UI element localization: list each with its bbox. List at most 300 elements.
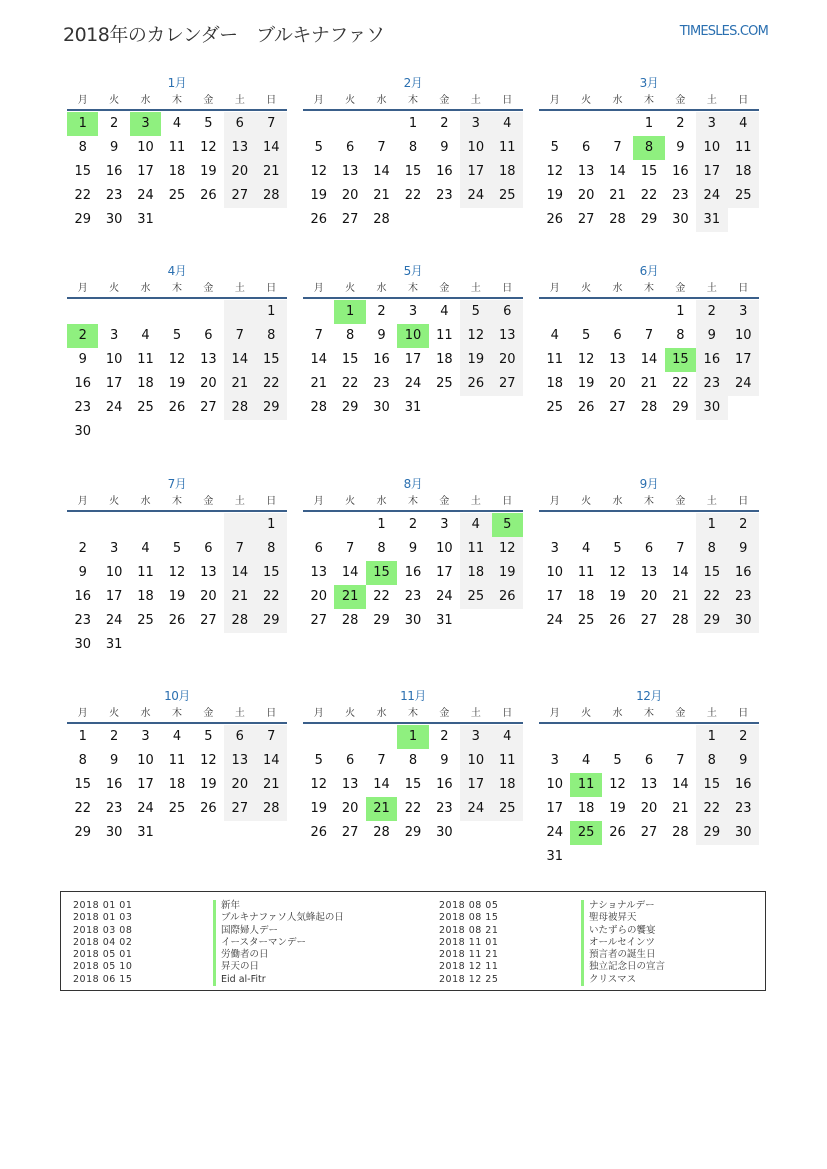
holiday-date: 2018 01 03: [73, 912, 133, 924]
holiday-name: クリスマス: [581, 974, 665, 986]
day-cell: 23: [74, 400, 91, 415]
holiday-date: 2018 06 15: [73, 973, 133, 985]
weekday-label: 水: [376, 95, 387, 106]
day-cell: 21: [256, 160, 287, 184]
empty-day-cell: [193, 821, 224, 845]
empty-day-cell: [665, 513, 696, 537]
empty-day-cell: [256, 633, 287, 657]
empty-day-cell: [539, 300, 570, 324]
holiday-date: 2018 08 05: [439, 900, 499, 911]
day-cell: 28: [672, 613, 689, 628]
day-cell: 10: [105, 565, 123, 580]
day-cell: 1: [256, 513, 287, 537]
day-cell: 10: [137, 140, 154, 155]
month-3: [539, 74, 759, 232]
day-cell: 8: [696, 537, 727, 561]
day-cell: 22: [696, 797, 727, 821]
day-cell: 15: [74, 164, 91, 179]
day-cell: 17: [137, 777, 154, 792]
month-1: [67, 74, 287, 232]
day-cell: 2: [377, 304, 386, 319]
day-cell: 20: [224, 160, 255, 184]
weekday-label: 土: [470, 95, 481, 106]
day-cell: 10: [696, 136, 727, 160]
weekday-label: 木: [407, 708, 418, 719]
day-cell: 29: [256, 609, 287, 633]
day-cell: 30: [672, 212, 689, 227]
day-cell: 15: [404, 777, 422, 792]
day-cell: 21: [224, 585, 255, 609]
day-cell: 11: [546, 352, 563, 367]
holiday-name: ナショナルデー: [581, 900, 665, 912]
holiday-day-cell: 21: [366, 797, 397, 821]
day-cell: 3: [728, 300, 759, 324]
day-cell: 16: [436, 164, 453, 179]
day-cell: 14: [640, 352, 658, 367]
empty-day-cell: [665, 725, 696, 749]
holiday-date: 2018 01 01: [73, 900, 133, 911]
empty-day-cell: [570, 725, 601, 749]
month-4: [67, 262, 287, 444]
day-cell: 21: [672, 801, 689, 816]
weekday-label: 火: [345, 708, 356, 719]
weekday-label: 水: [376, 283, 387, 294]
day-cell: 24: [404, 376, 422, 391]
day-cell: 6: [224, 112, 255, 136]
day-cell: 14: [341, 565, 359, 580]
month-name: 12月: [636, 689, 662, 703]
day-cell: 26: [546, 212, 563, 227]
day-cell: 9: [377, 328, 386, 343]
day-cell: 5: [581, 328, 591, 343]
empty-day-cell: [665, 845, 696, 869]
weekday-label: 木: [407, 496, 418, 507]
day-cell: 17: [696, 160, 727, 184]
day-cell: 23: [436, 188, 453, 203]
day-cell: 14: [609, 164, 626, 179]
empty-day-cell: [161, 821, 192, 845]
month-10: [67, 687, 287, 845]
empty-day-cell: [429, 208, 460, 232]
day-cell: 27: [341, 825, 359, 840]
day-cell: 19: [168, 589, 186, 604]
day-cell: 16: [728, 561, 759, 585]
day-cell: 4: [492, 725, 523, 749]
day-cell: 3: [109, 328, 119, 343]
day-cell: 4: [460, 513, 491, 537]
day-cell: 8: [408, 140, 418, 155]
day-cell: 15: [256, 561, 287, 585]
day-grid: [539, 300, 759, 420]
day-cell: 19: [200, 164, 217, 179]
day-cell: 19: [310, 801, 327, 816]
month-6: [539, 262, 759, 420]
day-cell: 7: [256, 725, 287, 749]
weekday-label: 土: [234, 95, 245, 106]
day-cell: 6: [204, 541, 213, 556]
brand-link[interactable]: TIMESLES.COM: [679, 24, 768, 39]
weekday-label: 土: [234, 283, 245, 294]
empty-day-cell: [633, 725, 664, 749]
holiday-day-cell: 2: [67, 324, 98, 348]
empty-day-cell: [224, 633, 255, 657]
day-cell: 14: [373, 777, 390, 792]
holiday-day-cell: 21: [334, 585, 365, 609]
weekday-label: 火: [109, 95, 120, 106]
day-cell: 9: [728, 537, 759, 561]
day-cell: 24: [460, 184, 491, 208]
empty-day-cell: [334, 725, 365, 749]
weekday-label: 火: [109, 496, 120, 507]
month-11: [303, 687, 523, 845]
day-cell: 18: [137, 376, 154, 391]
month-5: [303, 262, 523, 420]
day-cell: 9: [440, 753, 449, 768]
empty-day-cell: [224, 821, 255, 845]
weekday-label: 水: [612, 283, 623, 294]
day-cell: 16: [105, 164, 123, 179]
day-cell: 7: [644, 328, 654, 343]
day-cell: 12: [310, 164, 327, 179]
day-cell: 23: [404, 589, 422, 604]
day-cell: 10: [546, 565, 563, 580]
holiday-day-cell: 1: [397, 725, 428, 749]
day-cell: 5: [460, 300, 491, 324]
legend-names-right: [581, 900, 665, 986]
month-name: 2月: [403, 76, 423, 90]
empty-day-cell: [366, 725, 397, 749]
holiday-day-cell: 3: [130, 112, 161, 136]
day-cell: 19: [577, 376, 595, 391]
empty-day-cell: [224, 513, 255, 537]
day-cell: 13: [200, 352, 217, 367]
empty-day-cell: [602, 725, 633, 749]
empty-day-cell: [98, 300, 129, 324]
holiday-name: イースターマンデー: [213, 937, 344, 949]
day-cell: 31: [137, 825, 154, 840]
weekday-label: 土: [706, 283, 717, 294]
day-cell: 7: [224, 537, 255, 561]
weekday-label: 月: [549, 283, 560, 294]
day-cell: 22: [256, 372, 287, 396]
day-cell: 29: [341, 400, 359, 415]
day-cell: 22: [404, 801, 422, 816]
day-cell: 15: [341, 352, 359, 367]
empty-day-cell: [539, 112, 570, 136]
day-cell: 2: [109, 729, 119, 744]
day-cell: 12: [609, 565, 626, 580]
day-cell: 16: [436, 777, 453, 792]
day-cell: 10: [137, 753, 154, 768]
day-cell: 29: [672, 400, 689, 415]
weekday-label: 木: [171, 708, 182, 719]
day-cell: 14: [310, 352, 327, 367]
day-cell: 11: [168, 753, 186, 768]
weekday-label: 月: [77, 496, 88, 507]
day-cell: 10: [546, 777, 563, 792]
month-name: 10月: [164, 689, 190, 703]
weekday-label: 火: [345, 95, 356, 106]
day-cell: 9: [78, 352, 87, 367]
empty-day-cell: [303, 112, 334, 136]
day-cell: 23: [728, 797, 759, 821]
day-cell: 10: [436, 541, 453, 556]
day-cell: 3: [696, 112, 727, 136]
day-cell: 29: [640, 212, 658, 227]
weekday-label: 土: [706, 95, 717, 106]
empty-day-cell: [303, 300, 334, 324]
day-cell: 28: [609, 212, 626, 227]
day-cell: 9: [440, 140, 449, 155]
day-cell: 15: [696, 773, 727, 797]
month-12: [539, 687, 759, 869]
day-cell: 6: [613, 328, 622, 343]
day-cell: 7: [256, 112, 287, 136]
day-cell: 15: [404, 164, 422, 179]
day-cell: 8: [408, 753, 418, 768]
day-cell: 6: [581, 140, 591, 155]
day-cell: 2: [440, 729, 449, 744]
day-cell: 19: [460, 348, 491, 372]
weekday-label: 火: [345, 496, 356, 507]
day-cell: 7: [377, 140, 386, 155]
day-cell: 4: [581, 541, 591, 556]
day-cell: 16: [672, 164, 689, 179]
day-cell: 29: [256, 396, 287, 420]
day-cell: 4: [172, 116, 182, 131]
day-cell: 28: [373, 212, 390, 227]
day-cell: 6: [224, 725, 255, 749]
day-cell: 29: [696, 821, 727, 845]
day-cell: 28: [373, 825, 390, 840]
empty-day-cell: [460, 609, 491, 633]
day-cell: 3: [440, 517, 449, 532]
day-cell: 17: [728, 348, 759, 372]
weekday-header: [67, 92, 287, 111]
day-cell: 9: [109, 753, 119, 768]
day-cell: 30: [105, 212, 123, 227]
month-name: 8月: [403, 477, 423, 491]
day-cell: 19: [310, 188, 327, 203]
day-cell: 10: [105, 352, 123, 367]
empty-day-cell: [334, 112, 365, 136]
empty-day-cell: [602, 845, 633, 869]
day-cell: 13: [310, 565, 327, 580]
day-cell: 12: [492, 537, 523, 561]
day-cell: 17: [105, 376, 123, 391]
day-cell: 1: [676, 304, 685, 319]
weekday-label: 月: [313, 496, 324, 507]
day-cell: 17: [546, 589, 563, 604]
day-cell: 13: [492, 324, 523, 348]
day-cell: 12: [168, 352, 186, 367]
weekday-label: 金: [203, 95, 214, 106]
empty-day-cell: [570, 300, 601, 324]
holiday-name: 預言者の誕生日: [581, 949, 665, 961]
empty-day-cell: [256, 821, 287, 845]
day-cell: 12: [310, 777, 327, 792]
holiday-date: 2018 04 02: [73, 936, 133, 948]
day-cell: 7: [345, 541, 355, 556]
day-cell: 4: [492, 112, 523, 136]
weekday-label: 土: [470, 496, 481, 507]
weekday-label: 土: [706, 496, 717, 507]
empty-day-cell: [256, 208, 287, 232]
day-cell: 18: [492, 160, 523, 184]
empty-day-cell: [728, 845, 759, 869]
day-cell: 18: [168, 777, 186, 792]
day-cell: 6: [345, 140, 355, 155]
weekday-label: 木: [643, 283, 654, 294]
day-cell: 12: [546, 164, 563, 179]
weekday-label: 日: [502, 708, 513, 719]
day-cell: 18: [137, 589, 154, 604]
day-cell: 24: [137, 801, 154, 816]
day-cell: 25: [168, 801, 186, 816]
day-cell: 9: [676, 140, 685, 155]
day-cell: 3: [460, 112, 491, 136]
day-cell: 5: [314, 753, 323, 768]
day-cell: 12: [200, 753, 217, 768]
day-cell: 9: [728, 749, 759, 773]
day-cell: 8: [696, 749, 727, 773]
holiday-day-cell: 15: [665, 348, 696, 372]
page-title: 2018年のカレンダー ブルキナファソ: [63, 24, 385, 46]
weekday-label: 木: [643, 708, 654, 719]
day-cell: 26: [609, 825, 626, 840]
day-cell: 18: [577, 801, 595, 816]
day-cell: 27: [492, 372, 523, 396]
month-2: [303, 74, 523, 232]
day-grid: [303, 725, 523, 845]
day-cell: 25: [168, 188, 186, 203]
empty-day-cell: [98, 513, 129, 537]
day-cell: 11: [577, 565, 595, 580]
day-cell: 19: [168, 376, 186, 391]
day-cell: 27: [609, 400, 626, 415]
day-cell: 25: [460, 585, 491, 609]
day-cell: 17: [436, 565, 453, 580]
day-cell: 29: [696, 609, 727, 633]
day-cell: 14: [224, 561, 255, 585]
day-cell: 3: [408, 304, 418, 319]
day-cell: 23: [105, 188, 123, 203]
day-cell: 22: [404, 188, 422, 203]
weekday-label: 月: [549, 95, 560, 106]
empty-day-cell: [303, 513, 334, 537]
day-cell: 21: [310, 376, 327, 391]
weekday-label: 金: [439, 95, 450, 106]
day-cell: 24: [105, 613, 123, 628]
weekday-label: 日: [266, 708, 277, 719]
day-cell: 28: [224, 396, 255, 420]
weekday-label: 土: [470, 708, 481, 719]
day-cell: 25: [137, 400, 154, 415]
day-cell: 9: [78, 565, 87, 580]
holiday-day-cell: 11: [570, 773, 601, 797]
weekday-label: 月: [77, 95, 88, 106]
holiday-name: ブルキナファソ人気蜂起の日: [213, 912, 344, 924]
day-cell: 22: [341, 376, 359, 391]
day-cell: 17: [137, 164, 154, 179]
day-cell: 7: [676, 753, 685, 768]
empty-day-cell: [602, 513, 633, 537]
empty-day-cell: [728, 396, 759, 420]
weekday-label: 金: [439, 283, 450, 294]
holiday-date: 2018 11 21: [439, 949, 499, 961]
day-grid: [303, 300, 523, 420]
weekday-label: 金: [203, 708, 214, 719]
day-cell: 5: [172, 328, 182, 343]
weekday-header: [303, 705, 523, 724]
day-cell: 14: [256, 136, 287, 160]
day-cell: 2: [676, 116, 685, 131]
day-cell: 26: [492, 585, 523, 609]
day-cell: 14: [224, 348, 255, 372]
day-cell: 30: [728, 609, 759, 633]
holiday-day-cell: 25: [570, 821, 601, 845]
day-cell: 5: [550, 140, 559, 155]
weekday-label: 水: [612, 708, 623, 719]
day-cell: 7: [377, 753, 386, 768]
day-cell: 8: [377, 541, 386, 556]
day-cell: 8: [256, 537, 287, 561]
empty-day-cell: [130, 513, 161, 537]
day-cell: 22: [74, 801, 91, 816]
empty-day-cell: [193, 208, 224, 232]
empty-day-cell: [602, 300, 633, 324]
day-cell: 1: [696, 513, 727, 537]
day-cell: 26: [310, 825, 327, 840]
weekday-header: [539, 92, 759, 111]
day-cell: 27: [310, 613, 327, 628]
holiday-date: 2018 03 08: [73, 924, 133, 936]
day-cell: 8: [78, 140, 87, 155]
day-cell: 23: [436, 801, 453, 816]
holiday-date: 2018 12 11: [439, 961, 499, 973]
holiday-date: 2018 11 01: [439, 936, 499, 948]
day-cell: 13: [200, 565, 217, 580]
day-cell: 15: [74, 777, 91, 792]
day-cell: 26: [577, 400, 595, 415]
day-cell: 15: [640, 164, 658, 179]
day-cell: 28: [224, 609, 255, 633]
day-cell: 21: [672, 589, 689, 604]
legend-dates-left: [73, 900, 132, 986]
day-cell: 6: [345, 753, 355, 768]
month-name: 6月: [639, 264, 659, 278]
day-cell: 16: [105, 777, 123, 792]
day-grid: [67, 725, 287, 845]
legend-dates-right: [439, 900, 498, 986]
holiday-name: 昇天の日: [213, 961, 344, 973]
day-cell: 18: [168, 164, 186, 179]
day-cell: 23: [373, 376, 390, 391]
holiday-date: 2018 08 21: [439, 924, 499, 936]
day-cell: 31: [404, 400, 422, 415]
day-cell: 28: [256, 797, 287, 821]
day-cell: 13: [640, 565, 658, 580]
day-cell: 1: [78, 729, 87, 744]
day-cell: 20: [310, 589, 327, 604]
day-cell: 17: [460, 160, 491, 184]
day-cell: 12: [460, 324, 491, 348]
weekday-label: 木: [171, 496, 182, 507]
weekday-label: 金: [675, 708, 686, 719]
day-cell: 30: [404, 613, 422, 628]
day-cell: 29: [373, 613, 390, 628]
day-cell: 10: [460, 136, 491, 160]
